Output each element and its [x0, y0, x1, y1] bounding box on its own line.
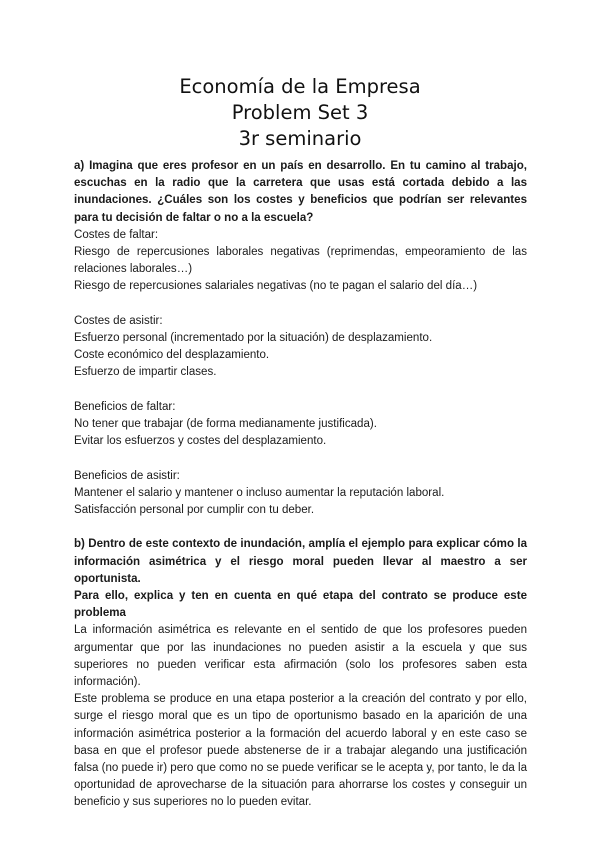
costes-faltar-item: Riesgo de repercusiones laborales negativas (reprimendas, empeoramiento de las relaciones laborales…)	[74, 246, 527, 276]
costes-asistir-item: Esfuerzo de impartir clases.	[74, 366, 217, 379]
session-label: 3r seminario	[238, 127, 362, 150]
document-body	[74, 158, 527, 812]
beneficios-faltar-heading: Beneficios de faltar:	[74, 400, 176, 413]
costes-asistir-item: Esfuerzo personal (incrementado por la situación) de desplazamiento.	[74, 332, 433, 345]
answer-b-paragraph: Este problema se produce en una etapa posterior a la creación del contrato y por ello, surge el riesgo moral que es un tipo de oportunismo basado en la aparición de una información asimétrica posterior a la formación del acuerdo laboral y en este caso se basa en que el profesor puede abstenerse de ir a trabajar alegando una justificación falsa (no puede ir) pero que como no se puede verificar se le acepta y, por tanto, le da la oportunidad de aprovecharse de la situación para ahorrarse los costes y conseguir un beneficio y sus superiores no lo pueden evitar.	[74, 693, 527, 809]
question-a: a) Imagina que eres profesor en un país en desarrollo. En tu camino al trabajo, escuchas en la radio que la carretera que usas está cortada debido a las inundaciones. ¿Cuáles son los costes y beneficios que podrían ser relevantes para tu decisión de faltar o no a la escuela?	[74, 160, 527, 224]
question-b-instruction: Para ello, explica y ten en cuenta en qué etapa del contrato se produce este problema	[74, 590, 527, 620]
answer-b-paragraph: La información asimétrica es relevante en el sentido de que los profesores pueden argumentar que por las inundaciones no pueden asistir a la escuela y que sus superiores no pueden verificar esta afirmación (solo los profesores saben esta información).	[74, 624, 527, 689]
beneficios-faltar-item: Evitar los esfuerzos y costes del desplazamiento.	[74, 435, 327, 448]
beneficios-faltar-item: No tener que trabajar (de forma medianamente justificada).	[74, 418, 377, 431]
document-subtitle: Problem Set 3	[231, 101, 369, 124]
question-b: b) Dentro de este contexto de inundación, amplía el ejemplo para explicar cómo la información asimétrica y el riesgo moral pueden llevar al maestro a ser oportunista.	[74, 538, 527, 585]
beneficios-asistir-heading: Beneficios de asistir:	[74, 469, 180, 482]
costes-asistir-heading: Costes de asistir:	[74, 314, 163, 327]
costes-faltar-heading: Costes de faltar:	[74, 228, 159, 241]
title-block	[0, 74, 600, 152]
beneficios-asistir-item: Mantener el salario y mantener o incluso aumentar la reputación laboral.	[74, 486, 445, 499]
costes-asistir-item: Coste económico del desplazamiento.	[74, 349, 270, 362]
costes-faltar-item: Riesgo de repercusiones salariales negativas (no te pagan el salario del día…)	[74, 280, 478, 293]
beneficios-asistir-item: Satisfacción personal por cumplir con tu deber.	[74, 504, 315, 517]
document-title: Economía de la Empresa	[179, 75, 421, 98]
